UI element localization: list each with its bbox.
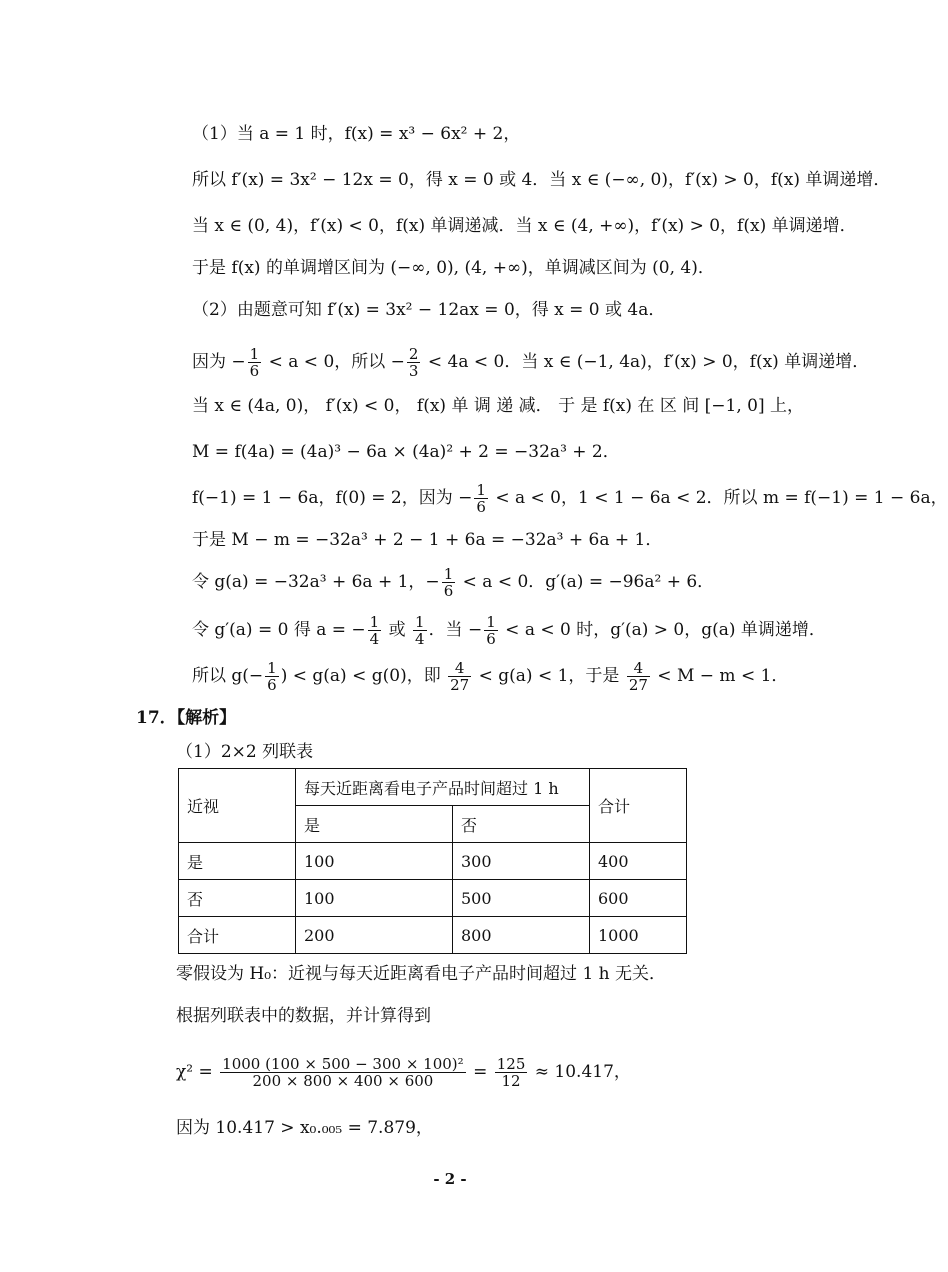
table-cell: 100 [296, 880, 453, 917]
table-sub-yes: 是 [296, 806, 453, 843]
fraction-den: 4 [415, 630, 425, 648]
table-cell: 100 [296, 843, 453, 880]
fraction-den: 6 [486, 630, 496, 648]
fraction-num: 1 [415, 613, 425, 631]
fraction-num: 1 [267, 659, 277, 677]
text: f(−1) = 1 − 6a，f(0) = 2，因为 − [192, 488, 473, 508]
sol16-line-12 [192, 610, 826, 650]
sol16-line-11 [192, 562, 714, 602]
fraction [265, 660, 279, 693]
fraction [627, 660, 650, 693]
text: ≈ 10.417， [529, 1062, 631, 1082]
fraction [248, 346, 262, 379]
fraction-num: 4 [627, 660, 650, 677]
fraction-num: 1 [249, 345, 260, 363]
table-cell: 800 [453, 917, 590, 954]
fraction-num: 125 [496, 1055, 526, 1073]
fraction-num: 2 [408, 345, 419, 363]
fraction-den: 6 [476, 498, 486, 516]
fraction-num: 1 [476, 481, 486, 499]
sol16-line-13 [192, 656, 788, 696]
text: < a < 0，1 < 1 − 6a < 2．所以 m = f(−1) = 1 − 6a， [489, 488, 948, 508]
fraction-num: 1000 (100 × 500 − 300 × 100)² [222, 1055, 464, 1073]
table-cell: 否 [179, 880, 296, 917]
problem17-part1: （1）2×2 列联表 [176, 742, 314, 762]
table-row-header: 近视 [179, 769, 296, 843]
text: < a < 0，所以 − [263, 352, 405, 372]
table-total-header: 合计 [590, 769, 687, 843]
sol16-line-10: 于是 M − m = −32a³ + 2 − 1 + 6a = −32a³ + 6a + 1． [192, 530, 663, 550]
table-cell: 300 [453, 843, 590, 880]
text: 令 g′(a) = 0 得 a = − [192, 620, 366, 640]
sol16-line-7: 当 x ∈ (4a, 0)， f′(x) < 0， f(x) 单 调 递 减． 于 是 f(x) 在 区 间 [−1, 0] 上， [192, 396, 804, 416]
sol16-line-3: 当 x ∈ (0, 4)，f′(x) < 0，f(x) 单调递减．当 x ∈ (4, +∞)，f′(x) > 0，f(x) 单调递增． [192, 216, 857, 236]
contingency-table [178, 768, 687, 954]
sol16-line-8: M = f(4a) = (4a)³ − 6a × (4a)² + 2 = −32a³ + 2． [192, 442, 620, 462]
table-cell: 合计 [179, 917, 296, 954]
fraction-den: 6 [267, 676, 277, 694]
sol16-line-5: （2）由题意可知 f′(x) = 3x² − 12ax = 0，得 x = 0 或 4a． [192, 300, 666, 320]
table-row [179, 880, 687, 917]
text: < 4a < 0．当 x ∈ (−1, 4a)，f′(x) > 0，f(x) 单调递增． [422, 352, 870, 372]
table-cell: 500 [453, 880, 590, 917]
calc-intro-text: 根据列联表中的数据，并计算得到 [176, 1006, 431, 1026]
fraction-den: 6 [443, 582, 454, 600]
page-number: - 2 - [433, 1170, 467, 1188]
fraction-den: 4 [369, 630, 380, 648]
fraction [442, 566, 456, 599]
text: < a < 0．g′(a) = −96a² + 6． [457, 572, 715, 592]
fraction-num: 1 [486, 613, 496, 631]
table-sub-no: 否 [453, 806, 590, 843]
problem17-heading: 17．【解析】 [136, 708, 237, 728]
chi-square-formula [176, 1046, 631, 1098]
fraction-num: 1 [443, 565, 454, 583]
table-group-header: 每天近距离看电子产品时间超过 1 h [296, 769, 590, 806]
fraction [484, 614, 498, 647]
text: 或 [383, 620, 412, 640]
text: 所以 g(− [192, 666, 264, 686]
text: = [467, 1062, 493, 1082]
table-cell: 200 [296, 917, 453, 954]
fraction [474, 482, 488, 515]
table-row [179, 843, 687, 880]
fraction [368, 614, 382, 647]
fraction-den: 27 [450, 676, 470, 694]
text: 因为 − [192, 352, 246, 372]
fraction [413, 614, 427, 647]
table-cell: 400 [590, 843, 687, 880]
text: χ² = [176, 1062, 219, 1082]
text: ．当 − [428, 620, 483, 640]
table-cell: 600 [590, 880, 687, 917]
compare-text: 因为 10.417 > x₀.₀₀₅ = 7.879， [176, 1118, 433, 1138]
hypothesis-text: 零假设为 H₀：近视与每天近距离看电子产品时间超过 1 h 无关． [176, 964, 667, 984]
fraction-den: 3 [408, 362, 419, 380]
fraction [448, 660, 471, 693]
text: 令 g(a) = −32a³ + 6a + 1，− [192, 572, 440, 592]
fraction [220, 1056, 466, 1089]
text: < M − m < 1． [651, 666, 789, 686]
fraction-den: 12 [501, 1072, 521, 1090]
sol16-line-6 [192, 342, 869, 382]
sol16-line-1: （1）当 a = 1 时，f(x) = x³ − 6x² + 2， [192, 124, 521, 144]
fraction-num: 1 [369, 613, 380, 631]
fraction-den: 200 × 800 × 400 × 600 [252, 1072, 434, 1090]
text: < a < 0 时，g′(a) > 0，g(a) 单调递增． [499, 620, 826, 640]
sol16-line-9 [192, 478, 948, 518]
sol16-line-4: 于是 f(x) 的单调增区间为 (−∞, 0), (4, +∞)，单调减区间为 (0, 4)． [192, 258, 715, 278]
text: ) < g(a) < g(0)，即 [280, 666, 447, 686]
fraction-den: 27 [628, 676, 648, 694]
table-cell: 1000 [590, 917, 687, 954]
sol16-line-2: 所以 f′(x) = 3x² − 12x = 0，得 x = 0 或 4．当 x ∈ (−∞, 0)，f′(x) > 0，f(x) 单调递增． [192, 170, 891, 190]
fraction [407, 346, 421, 379]
fraction-num: 4 [448, 660, 471, 677]
fraction-den: 6 [249, 362, 260, 380]
table-cell: 是 [179, 843, 296, 880]
fraction [495, 1056, 528, 1089]
text: < g(a) < 1，于是 [473, 666, 625, 686]
table-row [179, 917, 687, 954]
